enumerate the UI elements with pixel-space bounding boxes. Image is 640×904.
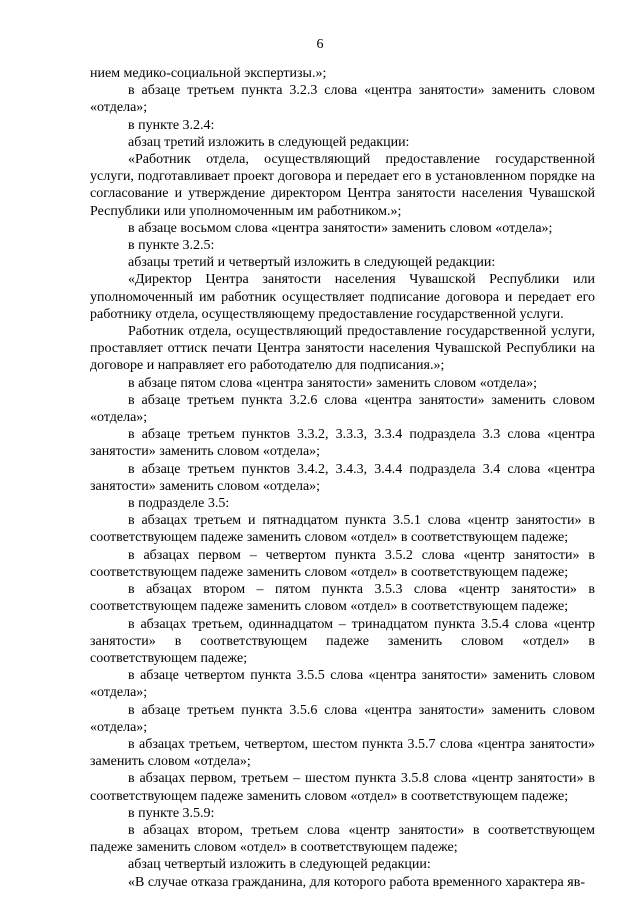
paragraph: «Работник отдела, осуществляющий предоставление государственной услуги, подготавливает проект договора и передает его в установленном порядке на согласование и утверждение директором Центра занятости населения Чувашской Республики или уполномоченным им работником.»; (90, 152, 595, 219)
paragraph: в абзацах втором – пятом пункта 3.5.3 слова «центр занятости» в соответствующем падеже заменить словом «отдел» в соответствующем падеже; (90, 582, 595, 615)
paragraph: в абзаце третьем пункта 3.2.6 слова «центра занятости» заменить словом «отдела»; (90, 392, 595, 426)
paragraph: «В случае отказа гражданина, для которого работа временного характера яв- (128, 874, 585, 890)
paragraph: в абзаце третьем пункта 3.2.3 слова «центра занятости» заменить словом «отдела»; (90, 83, 595, 116)
paragraph: абзац третий изложить в следующей редакции: (128, 134, 410, 150)
paragraph: в абзацах третьем, четвертом, шестом пункта 3.5.7 слова «центра занятости» заменить словом «отдела»; (90, 736, 595, 770)
paragraph: нием медико-социальной экспертизы.»; (90, 66, 327, 81)
paragraph: «Директор Центра занятости населения Чувашской Республики или уполномоченный им работник осуществляет подписание договора и передает его работнику отдела, осуществляющему предоставление государственной услуги. (90, 272, 595, 322)
paragraph: в абзацах первом, третьем – шестом пункта 3.5.8 слова «центр занятости» в соответствующем падеже заменить словом «отдел» в соответствующем падеже; (90, 771, 595, 804)
paragraph: в абзаце третьем пунктов 3.4.2, 3.4.3, 3.4.4 подраздела 3.4 слова «центра занятости» заменить словом «отдела»; (90, 461, 595, 494)
paragraph: абзацы третий и четвертый изложить в следующей редакции: (128, 255, 496, 271)
paragraph: в пункте 3.2.4: (128, 117, 215, 133)
paragraph: в подразделе 3.5: (128, 496, 230, 512)
document-body (90, 65, 595, 891)
paragraph: в абзаце третьем пункта 3.5.6 слова «центра занятости» заменить словом «отдела»; (90, 702, 595, 735)
paragraph: Работник отдела, осуществляющий предоставление государственной услуги, проставляет оттиск печати Центра занятости населения Чувашской Республики на договоре и направляет его работодателю для подписания.»; (90, 324, 595, 374)
paragraph: в абзаце четвертом пункта 3.5.5 слова «центра занятости» заменить словом «отдела»; (90, 668, 595, 701)
paragraph: в абзацах первом – четвертом пункта 3.5.2 слова «центр занятости» в соответствующем падеже заменить словом «отдел» в соответствующем падеже; (90, 547, 595, 580)
paragraph: в абзаце восьмом слова «центра занятости» заменить словом «отдела»; (128, 220, 553, 236)
paragraph: в абзаце третьем пунктов 3.3.2, 3.3.3, 3.3.4 подраздела 3.3 слова «центра занятости» заменить словом «отдела»; (90, 427, 595, 460)
paragraph: в абзаце пятом слова «центра занятости» заменить словом «отдела»; (128, 375, 537, 391)
paragraph: в пункте 3.2.5: (128, 238, 215, 254)
page-number: 6 (316, 37, 324, 52)
paragraph: в абзацах втором, третьем слова «центр занятости» в соответствующем падеже заменить словом «отдел» в соответствующем падеже; (90, 822, 595, 856)
paragraph: в пункте 3.5.9: (128, 805, 215, 821)
paragraph: в абзацах третьем, одиннадцатом – тринадцатом пункта 3.5.4 слова «центр занятости» в соответствующем падеже заменить словом «отдел» в соответствующем падеже; (90, 616, 595, 666)
paragraph: абзац четвертый изложить в следующей редакции: (128, 857, 431, 873)
paragraph: в абзацах третьем и пятнадцатом пункта 3.5.1 слова «центр занятости» в соответствующем падеже заменить словом «отдел» в соответствующем падеже; (90, 513, 595, 546)
